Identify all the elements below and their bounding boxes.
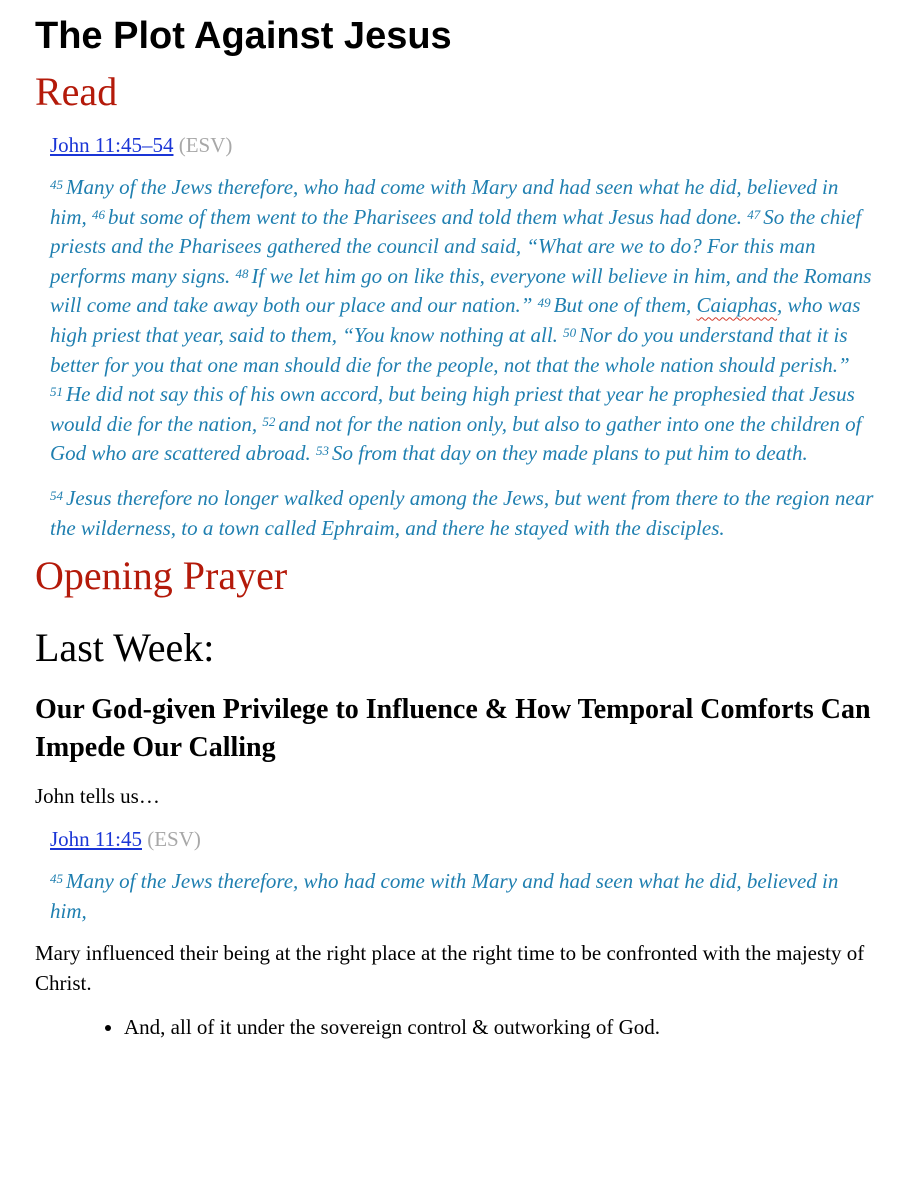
section-heading-last-week: Last Week: [35, 625, 215, 671]
verse-number: 45 [50, 871, 63, 887]
body-paragraph: Mary influenced their being at the right place at the right time to be confronted with the majesty of Christ. [35, 941, 865, 996]
bible-version-label: (ESV) [178, 133, 233, 157]
verse-text: Many of the Jews therefore, who had come with Mary and had seen what he did, believed in him, [50, 869, 839, 923]
sermon-subheading: Our God-given Privilege to Influence & How Temporal Comforts Can Impede Our Calling [35, 694, 871, 764]
verse-text: Jesus therefore no longer walked openly among the Jews, but went from there to the region near the wilderness, to a town called Ephraim, and there he stayed with the disciples. [50, 485, 874, 540]
section-heading-read: Read [35, 69, 118, 114]
page-title: The Plot Against Jesus [35, 15, 452, 57]
verse-text: He did not say this of his own accord, but being high priest that year he prophesied that Jesus would die for the nation, [50, 382, 855, 436]
verse-number: 47 [747, 206, 761, 222]
verse-number: 49 [537, 295, 551, 311]
bible-version-label: (ESV) [147, 827, 201, 852]
scripture-reference [50, 131, 885, 159]
verse-text: Many of the Jews therefore, who had come with Mary and had seen what he did, believed in him, [50, 175, 839, 229]
verse-number: 53 [315, 443, 329, 459]
verse-number: 51 [50, 384, 63, 400]
scripture-passage [50, 867, 875, 926]
passage-paragraph [50, 867, 875, 926]
verse-number: 54 [50, 487, 63, 503]
verse-number: 48 [235, 265, 249, 281]
verse-number: 46 [92, 206, 105, 222]
verse-text: and not for the nation only, but also to gather into one the children of God who are scattered abroad. [50, 411, 862, 466]
section-heading-opening-prayer: Opening Prayer [35, 553, 288, 599]
passage-paragraph [50, 484, 875, 543]
scripture-link-john-11-45[interactable]: John 11:45 [50, 827, 142, 852]
verse-number: 45 [50, 177, 63, 192]
verse-number: 52 [262, 413, 276, 429]
verse-text: but some of them went to the Pharisees and told them what Jesus had done. [108, 204, 743, 229]
verse-number: 50 [563, 324, 577, 340]
scripture-passage [50, 173, 875, 543]
scripture-link-john-11-45-54[interactable]: John 11:45–54 [50, 133, 174, 157]
verse-text: So the chief priests and the Pharisees gathered the council and said, “What are we to do? For this man performs many signs. [50, 204, 862, 288]
spellcheck-flagged-word: Caiaphas [696, 293, 778, 318]
bullet-item: • And, all of it under the sovereign control & outworking of God. [124, 1012, 885, 1042]
verse-text: Nor do you understand that it is better for you that one man should die for the people, not that the whole nation should perish.” [50, 322, 850, 377]
verse-text: , who was high priest that year, said to them, “You know nothing at all. [50, 293, 861, 347]
passage-paragraph [50, 173, 875, 469]
scripture-reference [50, 825, 885, 853]
verse-text: So from that day on they made plans to put him to death. [331, 441, 808, 466]
verse-text: If we let him go on like this, everyone will believe in him, and the Romans will come and take away both our place and our nation.” [50, 263, 872, 318]
verse-text: But one of them, [553, 293, 692, 318]
bullet-list [35, 1012, 885, 1042]
intro-text: John tells us… [35, 784, 160, 809]
